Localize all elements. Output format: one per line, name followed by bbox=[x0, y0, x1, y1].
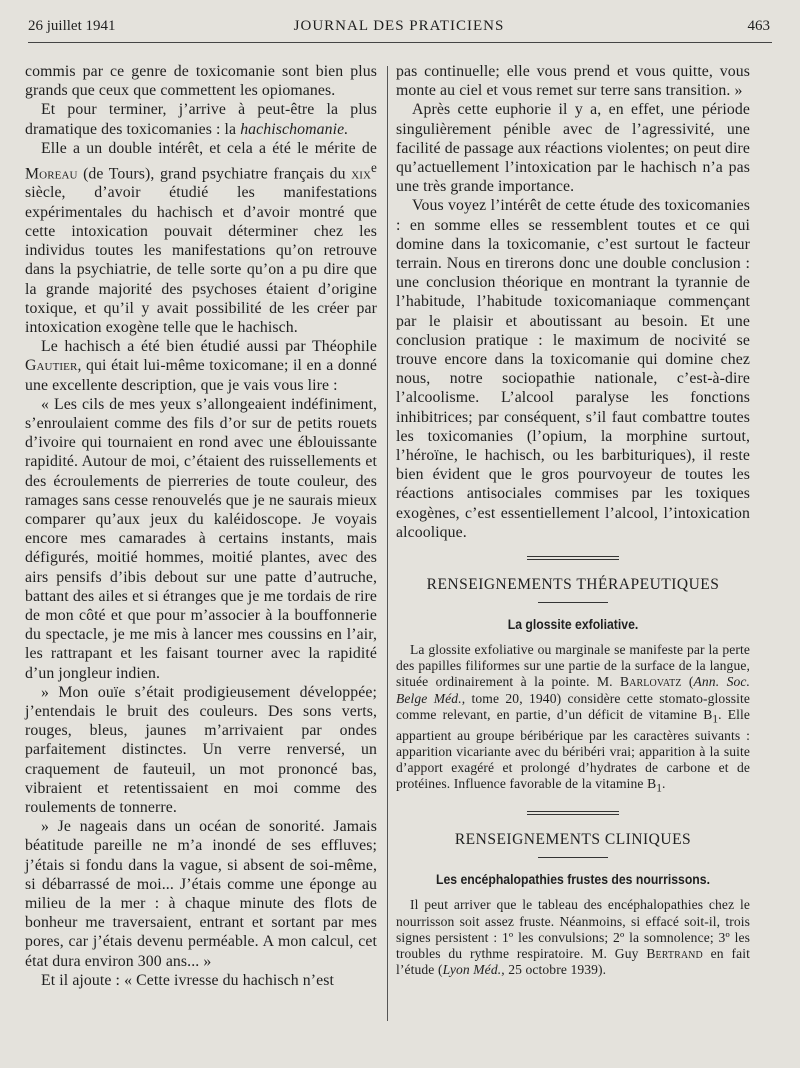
right-column bbox=[396, 62, 750, 978]
article-body bbox=[396, 897, 750, 978]
century-numeral: xix bbox=[351, 165, 372, 183]
author-name: Bertrand bbox=[646, 945, 703, 961]
section-heading: RENSEIGNEMENTS THÉRAPEUTIQUES bbox=[426, 576, 720, 594]
header-rule bbox=[28, 42, 772, 43]
journal-reference: Lyon Méd. bbox=[442, 962, 502, 978]
text-run: . Elle appartient au groupe béribérique par les caractères suivants : apparition vicariante avec du béribéri vrai; apparition à la suite d’apport exagéré et prolongé d’hydrates de carbone et de protéines. Influence favorable de la vitamine B bbox=[396, 706, 750, 792]
article-title: Les encéphalopathies frustes des nourrissons. bbox=[435, 872, 710, 888]
paragraph bbox=[25, 139, 377, 337]
text-run: Et pour terminer, j’arrive à peut-être la plus dramatique des toxicomanies : la bbox=[25, 101, 377, 138]
author-name: Gautier bbox=[25, 357, 78, 375]
page-number: 463 bbox=[747, 18, 770, 34]
text-run: siècle, d’avoir étudié les manifestations expérimentales du hachisch et d’avoir montré que cette intoxication pouvait déterminer chez les individus toutes les manifestations qu’on retrouve dans la psychiatrie, de telle sorte qu’on a pu dire que la grande majorité des psychoses étaient d’origine toxique, et qu’il y avait possibilité de les créer par intoxication exogène telle que le hachisch. bbox=[25, 184, 377, 336]
paragraph bbox=[25, 100, 377, 138]
column-divider bbox=[387, 66, 388, 1021]
article-title: La glossite exfoliative. bbox=[507, 617, 639, 633]
subscript: 1 bbox=[656, 783, 662, 796]
quote-paragraph: « Les cils de mes yeux s’allongeaient indéfiniment, s’enroulaient comme des fils d’or sur de petits rouets d’ivoire qui tournaient en rond avec une éblouissante rapidité. Autour de moi, c’étaient des ruissellements et des écroulements de pierreries de toute couleur, des ramages sans cesse renouvelés que je ne saurais mieux comparer qu’aux jeux du kaléidoscope. Je voyais encore mes camarades à certains instants, mais défigurés, moitié hommes, moitié plantes, avec des airs pensifs d’ibis debout sur une patte d’autruche, battant des ailes et si étranges que je me tordais de rire de mon côté et que pour m’associer à la bouffonnerie du spectacle, je me mis à lancer mes coussins en l’air, les rattrapant et les faisant tourner avec la rapidité d’un jongleur indien. bbox=[25, 395, 377, 682]
text-run: en fait l’étude ( bbox=[396, 945, 750, 978]
heading-rule bbox=[538, 602, 608, 603]
text-run: . bbox=[662, 776, 666, 792]
journal-reference: Ann. Soc. Belge Méd. bbox=[396, 674, 750, 706]
text-run: ( bbox=[681, 674, 694, 690]
header-date: 26 juillet 1941 bbox=[28, 18, 116, 34]
author-name: Barlovatz bbox=[620, 674, 682, 690]
quote-paragraph: » Je nageais dans un océan de sonorité. Jamais béatitude pareille ne m’a inondé de ses effluves; j’étais si fondu dans la vague, si absent de soi-même, si débarrassé de moi... J’étais comme une éponge au milieu de la mer : à chaque minute des flots de bonheur me traversaient, entrant et sortant par mes pores, car j’étais devenu perméable. A mon calcul, cet état dura environ 300 ans... » bbox=[25, 818, 377, 970]
journal-title: JOURNAL DES PRATICIENS bbox=[293, 18, 505, 34]
text-run: La glossite exfoliative ou marginale se manifeste par la perte des papilles filiformes sur une partie de la surface de la langue, située ordinairement à la pointe. M. bbox=[396, 642, 750, 690]
page-header bbox=[28, 18, 770, 42]
text-run: , 25 octobre 1939). bbox=[501, 962, 607, 978]
section-heading: RENSEIGNEMENTS CLINIQUES bbox=[454, 831, 692, 849]
section-separator bbox=[527, 556, 619, 560]
quote-paragraph: » Mon ouïe s’était prodigieusement développée; j’entendais le bruit des couleurs. Des sons verts, rouges, bleus, jaunes m’arrivaient par ondes parfaitement distinctes. Un verre renversé, un craquement de fauteuil, un mot prononcé bas, vibraient et retentissaient en moi comme des roulements de tonnerre. bbox=[25, 683, 377, 816]
paragraph: commis par ce genre de toxicomanie sont bien plus grands que ceux que commettent les opiomanes. bbox=[25, 63, 377, 100]
left-column bbox=[25, 62, 377, 990]
paragraph: Après cette euphorie il y a, en effet, une période singulièrement pénible avec de l’agressivité, une facilité de passage aux réactions violentes; on peut dire qu’actuellement l’intoxication par le hachisch n’a pas une très grande importance. bbox=[396, 101, 750, 196]
text-run: (de Tours), grand psychiatre français du bbox=[77, 165, 352, 183]
section-separator bbox=[527, 811, 619, 815]
superscript: e bbox=[371, 160, 377, 176]
text-run: , tome 20, 1940) considère cette stomato-glossite comme relevant, en partie, d’un déficit de vitamine B bbox=[396, 690, 750, 722]
text-run: Le hachisch a été bien étudié aussi par Théophile bbox=[41, 338, 377, 356]
heading-rule bbox=[538, 857, 608, 858]
article-body bbox=[396, 642, 750, 797]
text-run: , qui était lui-même toxicomane; il en a donné une excellente description, que je vais vous lire : bbox=[25, 357, 377, 394]
paragraph: Vous voyez l’intérêt de cette étude des toxicomanies : en somme elles se ressemblent toutes et ce qui domine dans la toxicomanie, c’est surtout le facteur terrain. Nous en tirerons donc une double conclusion : une conclusion théorique en montrant la tyrannie de l’habitude, l’habitude toxicomaniaque commençant par le plaisir et aboutissant au besoin. Et une conclusion pratique : le maximum de nocivité se trouve encore dans la toxicomanie qui domine chez nous, notre sociopathie nationale, c’est-à-dire l’alcoolisme. L’alcool paralyse les fonctions inhibitrices; par conséquent, s’il faut combattre toutes les toxicomanies (l’opium, la morphine surtout, l’héroïne, le hachisch, ou les barbituriques), il reste bien évident que le gros pourvoyeur de toutes les réactions antisociales commises par les toxiques exogènes, c’est essentiellement l’alcool, l’intoxication alcoolique. bbox=[396, 197, 750, 541]
italic-term: hachischomanie. bbox=[240, 120, 349, 138]
paragraph: Et il ajoute : « Cette ivresse du hachisch n’est bbox=[41, 971, 335, 989]
text-run: Il peut arriver que le tableau des encéphalopathies chez le nourrisson soit assez fruste. Néanmoins, si effacé soit-il, trois signes persistent : 1º les convulsions; 2º la somnolence; 3º les troubles du rythme respiratoire. M. Guy bbox=[396, 897, 750, 961]
author-name: Moreau bbox=[25, 165, 78, 183]
subscript: 1 bbox=[712, 713, 719, 726]
text-run: Elle a un double intérêt, et cela a été le mérite de bbox=[41, 139, 377, 157]
paragraph bbox=[25, 337, 377, 395]
paragraph: pas continuelle; elle vous prend et vous quitte, vous monte au ciel et vous remet sur terre sans transition. » bbox=[396, 63, 750, 100]
